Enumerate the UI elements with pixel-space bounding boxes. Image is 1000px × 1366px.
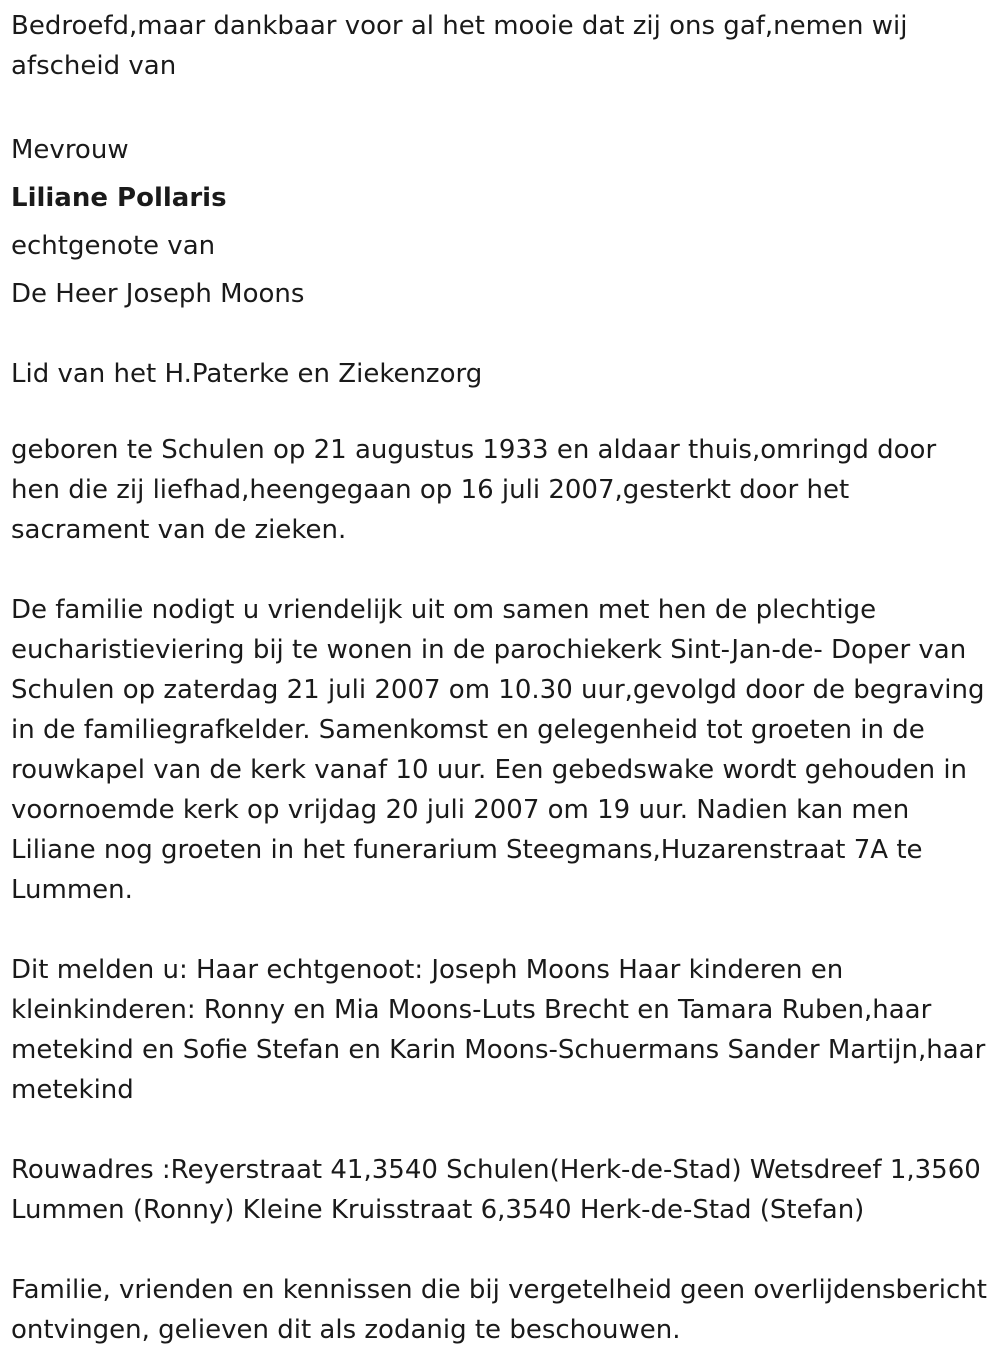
announcement-paragraph: Dit melden u: Haar echtgenoot: Joseph Moons Haar kinderen en kleinkinderen: Ronny en Mia Moons-Luts Brecht en Tamara Ruben,haar metekind en Sofie Stefan en Karin Moons-Schuermans Sander Martijn,haar metekind [11, 955, 986, 1105]
title-line: Mevrouw [11, 135, 129, 165]
deceased-name: Liliane Pollaris [11, 183, 227, 213]
obituary-document [11, 6, 993, 1350]
invitation-paragraph: De familie nodigt u vriendelijk uit om samen met hen de plechtige eucharistieviering bij te wonen in de parochiekerk Sint-Jan-de- Doper van Schulen op zaterdag 21 juli 2007 om 10.30 uur,gevolgd door de begraving in de familiegrafkelder. Samenkomst en gelegenheid tot groeten in de rouwkapel van de kerk vanaf 10 uur. Een gebedswake wordt gehouden in voornoemde kerk op vrijdag 20 juli 2007 om 19 uur. Nadien kan men Liliane nog groeten in het funerarium Steegmans,Huzarenstraat 7A te Lummen. [11, 595, 985, 905]
intro-paragraph: Bedroefd,maar dankbaar voor al het mooie dat zij ons gaf,nemen wij afscheid van [11, 11, 908, 81]
relation-line: echtgenote van [11, 231, 216, 261]
birth-death-paragraph: geboren te Schulen op 21 augustus 1933 en aldaar thuis,omringd door hen die zij liefhad,heengegaan op 16 juli 2007,gesterkt door het sacrament van de zieken. [11, 435, 937, 545]
membership-line: Lid van het H.Paterke en Ziekenzorg [11, 359, 483, 389]
closing-paragraph: Familie, vrienden en kennissen die bij vergetelheid geen overlijdensbericht ontvingen, gelieven dit als zodanig te beschouwen. [11, 1275, 987, 1345]
address-paragraph: Rouwadres :Reyerstraat 41,3540 Schulen(Herk-de-Stad) Wetsdreef 1,3560 Lummen (Ronny) Kleine Kruisstraat 6,3540 Herk-de-Stad (Stefan) [11, 1155, 981, 1225]
spouse-line: De Heer Joseph Moons [11, 279, 305, 309]
